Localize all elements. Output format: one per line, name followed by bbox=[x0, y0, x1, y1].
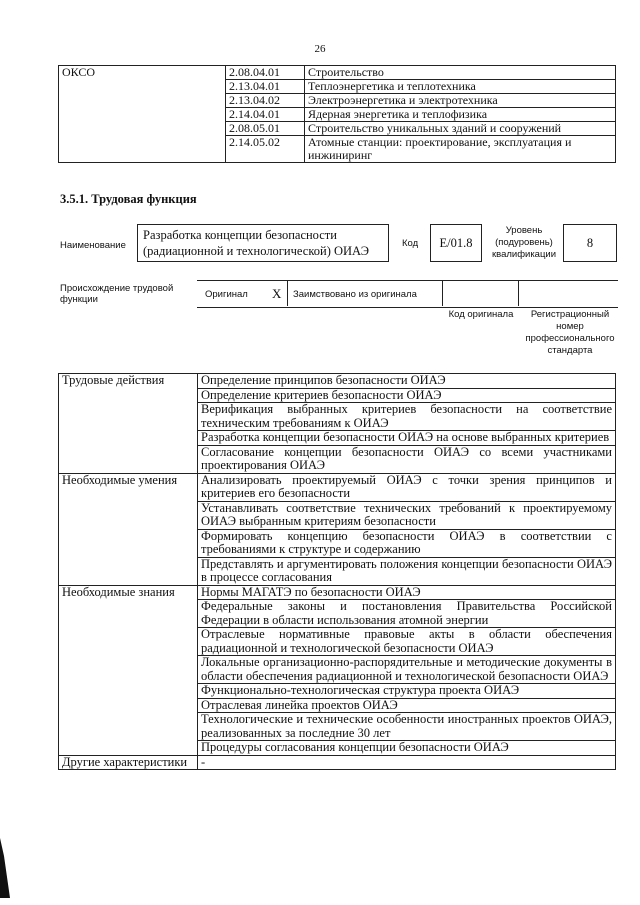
okso-name: Ядерная энергетика и теплофизика bbox=[305, 108, 616, 122]
characteristic-item: Устанавливать соответствие технических требований к проектируемому ОИАЭ выбранным критериям безопасности bbox=[198, 501, 616, 529]
okso-name: Строительство bbox=[305, 66, 616, 80]
characteristic-category: Трудовые действия bbox=[59, 374, 198, 474]
characteristic-item: Федеральные законы и постановления Правительства Российской Федерации в области использования атомной энергии bbox=[198, 600, 616, 628]
characteristic-item: Локальные организационно-распорядительные и методические документы в области обеспечения радиационной и технологической безопасности ОИАЭ bbox=[198, 656, 616, 684]
okso-name: Строительство уникальных зданий и сооружений bbox=[305, 122, 616, 136]
characteristic-category: Необходимые умения bbox=[59, 473, 198, 585]
characteristic-item: Процедуры согласования концепции безопасности ОИАЭ bbox=[198, 741, 616, 756]
origin-label: Происхождение трудовой функции bbox=[60, 283, 174, 305]
okso-code: 2.13.04.02 bbox=[226, 94, 305, 108]
qualification-level: 8 bbox=[563, 224, 617, 262]
characteristic-item: Отраслевая линейка проектов ОИАЭ bbox=[198, 698, 616, 713]
characteristic-category: Другие характеристики bbox=[59, 755, 198, 770]
characteristic-row bbox=[59, 755, 616, 770]
characteristic-item: - bbox=[198, 755, 616, 770]
characteristic-item: Технологические и технические особенности иностранных проектов ОИАЭ, реализованных за последние 30 лет bbox=[198, 713, 616, 741]
code-original-label: Код оригинала bbox=[448, 309, 514, 320]
page-number: 26 bbox=[314, 43, 326, 55]
characteristic-item: Определение принципов безопасности ОИАЭ bbox=[198, 374, 616, 389]
characteristic-item: Нормы МАГАТЭ по безопасности ОИАЭ bbox=[198, 585, 616, 600]
reg-number-label: Регистрационный номер профессионального стандарта bbox=[525, 309, 615, 356]
okso-code: 2.14.04.01 bbox=[226, 108, 305, 122]
okso-row bbox=[59, 66, 616, 80]
borrowed-label: Заимствовано из оригинала bbox=[293, 289, 417, 300]
section-title: 3.5.1. Трудовая функция bbox=[60, 192, 197, 206]
level-label: Уровень (подуровень) квалификации bbox=[491, 225, 557, 260]
original-label: Оригинал bbox=[205, 289, 248, 300]
okso-name: Электроэнергетика и электротехника bbox=[305, 94, 616, 108]
function-name: Разработка концепции безопасности (радиационной и технологической) ОИАЭ bbox=[137, 224, 389, 262]
okso-name: Теплоэнергетика и теплотехника bbox=[305, 80, 616, 94]
characteristic-item: Функционально-технологическая структура проекта ОИАЭ bbox=[198, 684, 616, 699]
characteristic-item: Разработка концепции безопасности ОИАЭ на основе выбранных критериев bbox=[198, 431, 616, 446]
characteristic-item: Представлять и аргументировать положения концепции безопасности ОИАЭ в процессе согласования bbox=[198, 557, 616, 585]
characteristic-row bbox=[59, 473, 616, 501]
characteristic-category: Необходимые знания bbox=[59, 585, 198, 755]
characteristic-item: Верификация выбранных критериев безопасности на соответствие техническим требованиям к ОИАЭ bbox=[198, 403, 616, 431]
characteristic-item: Отраслевые нормативные правовые акты в области обеспечения радиационной и технологической безопасности ОИАЭ bbox=[198, 628, 616, 656]
function-characteristics-table bbox=[58, 373, 616, 770]
name-label: Наименование bbox=[60, 240, 126, 251]
original-mark: X bbox=[272, 286, 282, 301]
characteristic-item: Определение критериев безопасности ОИАЭ bbox=[198, 388, 616, 403]
okso-code: 2.14.05.02 bbox=[226, 136, 305, 163]
characteristic-item: Формировать концепцию безопасности ОИАЭ в соответствии с требованиями к структуре и содержанию bbox=[198, 529, 616, 557]
characteristic-item: Согласование концепции безопасности ОИАЭ со всеми участниками проектирования ОИАЭ bbox=[198, 445, 616, 473]
scan-edge-mark bbox=[0, 838, 10, 898]
okso-label: ОКСО bbox=[59, 66, 226, 163]
characteristic-row bbox=[59, 585, 616, 600]
okso-code: 2.08.04.01 bbox=[226, 66, 305, 80]
characteristic-item: Анализировать проектируемый ОИАЭ с точки зрения принципов и критериев его безопасности bbox=[198, 473, 616, 501]
code-label: Код bbox=[402, 238, 419, 249]
okso-code: 2.13.04.01 bbox=[226, 80, 305, 94]
function-code: E/01.8 bbox=[430, 224, 482, 262]
characteristic-row bbox=[59, 374, 616, 389]
okso-code: 2.08.05.01 bbox=[226, 122, 305, 136]
okso-name: Атомные станции: проектирование, эксплуатация и инжиниринг bbox=[305, 136, 616, 163]
okso-table bbox=[58, 65, 616, 163]
